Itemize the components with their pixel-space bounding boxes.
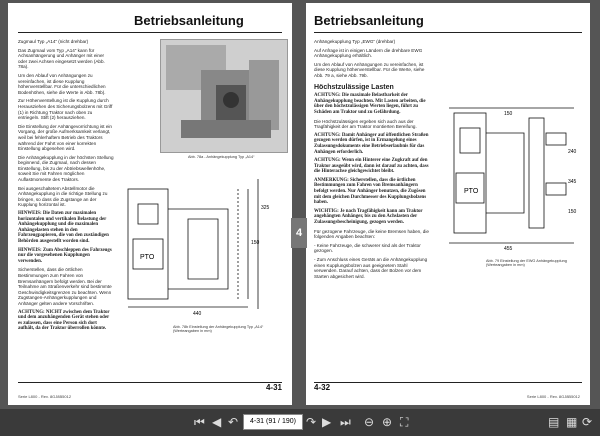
zoom-in-icon[interactable]: ⊕ — [382, 415, 393, 429]
pdf-viewer-toolbar — [0, 409, 600, 436]
previous-page-icon[interactable]: ◀ — [212, 415, 222, 429]
dim-label: 240 — [568, 149, 577, 155]
paragraph: - Zum Anschluss eines Geräts an die Anhängekupplung einen Kupplungsbolzen aus geeignetem Stahl verwenden. Darauf achten, dass der Bolzen vor dem Starten abgesichert wird. — [314, 257, 428, 279]
ewg-hitch-dimension-drawing — [444, 103, 584, 253]
hitch-photo-a14 — [160, 39, 288, 153]
ewg-hitch-diagram — [444, 103, 584, 253]
figure-caption-b: Abb. 78b Einstellung der Anhängekupplung Typ „A14“ (Werteangaben in mm) — [173, 325, 264, 333]
figure-caption-a: Abb. 78a - Anhängekupplung Typ „A14“ — [188, 155, 255, 159]
paragraph: ANMERKUNG: Sicherstellen, dass die örtlichen Bestimmungen zum Fahren von Bremsanhängern befolgt werden. Nur Anhänger benutzen, die Zugösen mit dem gleichen Durchmesser des Kupplungsbolzens haben. — [314, 177, 427, 206]
last-page-icon[interactable]: ⏭ — [340, 415, 351, 429]
hitch-dimension-diagram — [118, 169, 286, 319]
chapter-tab: 4 — [291, 218, 307, 248]
figure-caption: Abb. 79 Einstellung der EWG Anhängekupplung (Werteangaben in mm) — [486, 259, 567, 267]
pto-label: PTO — [464, 188, 479, 195]
paragraph: WICHTIG: Je nach Tragfähigkeit kann am Traktor angehängten Anhänger, bis zu den Achslasten der Zulassungsbescheinigung, gezogen werden. — [314, 208, 423, 226]
next-page-icon[interactable]: ▶ — [322, 415, 332, 429]
paragraph: Für gezogene Fahrzeuge, die keine Bremsen haben, die folgenden Angaben beachten: — [314, 228, 429, 240]
page-number-field[interactable] — [243, 414, 303, 430]
paragraph: HINWEIS: Die Daten zur maximalen horizontalen und vertikalen Belastung der Anhängekupplung und die maximalen Anhängelasten stehen in den Fahrzeugpapieren, die von den zuständigen Behörden ausgestellt worden sind. — [18, 211, 109, 244]
page-number: 4-32 — [314, 383, 331, 392]
hitch-dimension-drawing — [118, 169, 286, 319]
page-number: 4-31 — [265, 383, 282, 392]
paragraph: Bei ausgeschaltetem Abstellmotor die Anhängekupplung in die richtige Stellung zu bringen, so dass die Zugstange an der Kupplung horizontal ist. — [18, 185, 108, 208]
paragraph: Die Einstellung der Anhängevorrichtung ist ein Vorgang, der große Aufmerksamkeit verlangt, weil bei fehlerhaftem Betrieb des Traktors während der Fahrt von einer korrekten Einstellung abgesehen wird. — [18, 123, 112, 152]
forward-icon[interactable]: ↷ — [306, 415, 317, 429]
dim-label: 440 — [193, 311, 202, 317]
footer-rule — [314, 382, 582, 383]
pto-label: PTO — [140, 254, 155, 261]
fit-icon[interactable]: ⛶ — [400, 415, 409, 429]
header-rule — [18, 32, 282, 33]
paragraph: Die Höchstzulässigen ergeben sich auch aus der Tragfähigkeit der am Traktor montierten Bereifung. — [314, 118, 417, 130]
section-title: Höchstzulässige Lasten — [314, 83, 394, 91]
page-footer: Serie L800 - Rev. 8GJ8B5012 — [526, 394, 580, 399]
pdf-icon[interactable]: ▤ — [548, 415, 560, 429]
left-page-text-column — [18, 39, 114, 335]
footer-rule — [18, 382, 282, 383]
dim-label: 150 — [568, 209, 577, 215]
zoom-out-icon[interactable]: ⊖ — [364, 415, 375, 429]
paragraph: Zur Höhenverstellung ist die Kupplung durch Herausziehen des Sicherungsbolzens mit Griff (1) in Richtung Traktor nach oben zu entriegeln. Stift (2) herausziehen. — [18, 98, 113, 121]
paragraph: Die Anhängekupplung in der höchsten Stellung beginnend, die Zugmaul, nach dessen Einstellung, bis zu der Abtriebswellenhöhe, soweit Sie mit Fahren möglichen Auflastmomente des Traktors. — [18, 154, 114, 183]
dim-label: 150 — [504, 111, 513, 117]
page-number-input[interactable] — [244, 418, 302, 425]
right-page — [306, 3, 590, 405]
paragraph: Anhängekupplung Typ „EWG“ (drehbar) — [314, 39, 396, 44]
dim-label: 325 — [261, 205, 270, 211]
first-page-icon[interactable]: ⏮ — [194, 415, 205, 429]
page-header: Betriebsanleitung — [314, 13, 424, 28]
paragraph: HINWEIS: Zum Abschleppen des Fahrzeugs nur die vorgesehenen Kupplungen verwenden. — [18, 247, 112, 264]
paragraph: - Keine Fahrzeuge, die schwerer sind als der Traktor gezogen. — [314, 242, 421, 254]
paragraph: Auf Anfrage ist in einigen Ländern die drehbare EWG Anhängekupplung erhältlich. — [314, 47, 423, 59]
right-page-text-column — [314, 39, 432, 282]
paragraph: Sicherstellen, dass die örtlichen Bestimmungen zum Fahren von Bremsanhängern befolgt werden. Bei der Teilnahme am Straßenverkehr sind bestimmte Geschwindigkeitsgrenzen zu beachten. Wenn Zugstangen-Anhängerkupplungen und Anhänger gelten andere Vorschriften. — [18, 267, 112, 306]
hitch-photo-illustration — [161, 40, 287, 152]
paragraph: Das Zugmaul vom Typ „A14“ kann für Achsanhängerung und Anhänger mit einer oder zwei Achsen eingesetzt werden (Abb. 78a). — [18, 47, 105, 70]
page-header: Betriebsanleitung — [134, 13, 244, 28]
dim-label: 150 — [251, 240, 260, 246]
paragraph: Um den Ablauf von Anhängungen zu vereinfachen, ist diese Kupplung höhenverstellbar. Für die unterschiedlichen Bodenhöhen, siehe die Werte in Abb. 78b). — [18, 72, 106, 95]
text-icon[interactable]: ▦ — [566, 415, 578, 429]
back-icon[interactable]: ↶ — [228, 415, 239, 429]
rotate-icon[interactable]: ⟳ — [582, 415, 593, 429]
paragraph: Zugmaul Typ „A14“ (nicht drehbar) — [18, 39, 89, 44]
dim-label: 455 — [504, 246, 513, 252]
paragraph: Um den Ablauf von Anhängungen zu vereinfachen, ist diese Kupplung höhenverstellbar. Für die Werte, siehe Abb. 79 a, siehe Abb. 79b. — [314, 61, 425, 78]
paragraph: ACHTUNG: Wenn ein Hinterer eine Zugkraft auf den Traktor ausgeübt wird, dann ist darauf zu achten, dass die Hinterachse gleichgewichtet bleibt. — [314, 158, 429, 175]
paragraph: ACHTUNG: NICHT zwischen dem Traktor und dem anzuhängenden Gerät stehen oder es zulassen, dass eine Person sich dort aufhält, da der Traktor überrollen könnte. — [18, 309, 110, 332]
left-page — [8, 3, 292, 405]
page-footer: Serie L800 - Rev. 8GJ8B5012 — [18, 394, 72, 399]
paragraph: ACHTUNG: Die maximale Belastbarkeit der Anhängekupplung beachten. Mit Lasten arbeiten, die über den höchstzulässigen Werten liegen, führt zu Schäden am Traktor und zu Gefährdung. — [314, 93, 426, 115]
dim-label: 345 — [568, 179, 577, 185]
header-rule — [314, 32, 582, 33]
paragraph: ACHTUNG: Damit Anhänger auf öffentlichen Straßen gezogen werden dürfen, ist in Ermangelung eines Zulassungsdokuments eine Betriebserlaubnis für das Anhängen erforderlich. — [314, 132, 429, 155]
